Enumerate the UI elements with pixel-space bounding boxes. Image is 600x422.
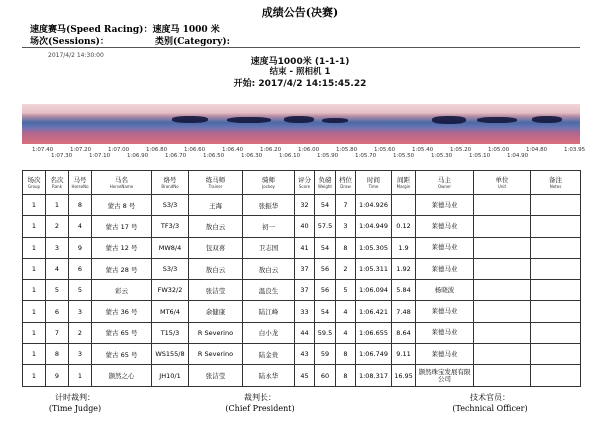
column-header-en: Draw: [340, 184, 351, 189]
table-cell: 蒙古 8 号: [92, 195, 152, 216]
race-subtitle: 结束 - 照相机 1: [269, 67, 331, 77]
table-cell: 57.5: [315, 216, 336, 237]
table-cell: 1: [23, 258, 46, 279]
table-cell: 60: [315, 365, 336, 386]
column-header-en: BrandNo: [161, 184, 179, 189]
table-cell: R Severino: [189, 344, 243, 365]
table-cell: 1: [69, 365, 92, 386]
signature-label-en: (Technical Officer): [452, 404, 528, 413]
column-header: [46, 171, 69, 195]
table-cell: [531, 280, 581, 301]
timeline-label: 1:05.90: [317, 153, 339, 159]
timeline-label: 1:07.00: [108, 147, 130, 153]
table-cell: 莱德马业: [416, 195, 474, 216]
table-cell: 54: [315, 237, 336, 258]
timeline-label: 1:07.40: [32, 147, 54, 153]
table-cell: JH10/1: [152, 365, 189, 386]
column-header-en: Trainer: [208, 184, 223, 189]
table-cell: 包双喜: [189, 237, 243, 258]
table-cell: 颢然珠宝发展有限公司: [416, 365, 474, 386]
table-cell: MW8/4: [152, 237, 189, 258]
timeline-label: 1:04.80: [526, 147, 548, 153]
table-cell: 33: [295, 301, 315, 322]
table-cell: [474, 322, 531, 343]
table-cell: 1: [23, 365, 46, 386]
timeline-label: 1:06.60: [184, 147, 206, 153]
column-header-en: HorseName: [109, 184, 134, 189]
column-header-cn: 马主: [438, 176, 451, 184]
table-cell: [531, 195, 581, 216]
table-cell: 32: [295, 195, 315, 216]
timeline-label: 1:03.95: [564, 147, 586, 153]
column-header-cn: 马名: [115, 176, 128, 184]
table-cell: S3/3: [152, 195, 189, 216]
column-header: [69, 171, 92, 195]
table-cell: 4: [69, 216, 92, 237]
table-cell: 3: [336, 216, 356, 237]
table-cell: [531, 216, 581, 237]
table-cell: 7.48: [392, 301, 416, 322]
table-cell: 6: [46, 301, 69, 322]
signature-label: 技术官员：: [470, 393, 510, 402]
table-cell: [474, 258, 531, 279]
column-header-cn: 单位: [495, 176, 509, 184]
table-cell: 8: [336, 365, 356, 386]
table-cell: 1.9: [392, 237, 416, 258]
table-cell: [474, 216, 531, 237]
column-header: [295, 171, 315, 195]
column-header-cn: 间距: [397, 176, 410, 184]
column-header-en: Margin: [396, 184, 411, 189]
table-cell: 4: [336, 322, 356, 343]
table-cell: 3: [46, 237, 69, 258]
table-cell: 8: [69, 195, 92, 216]
table-cell: 16.95: [392, 365, 416, 386]
timeline-label: 1:06.30: [241, 153, 263, 159]
table-cell: 张振华: [243, 195, 295, 216]
timeline-label: 1:05.20: [450, 147, 472, 153]
timeline-label: 1:06.20: [260, 147, 282, 153]
table-cell: 杨晓波: [416, 280, 474, 301]
column-header: [416, 171, 474, 195]
table-cell: 56: [315, 280, 336, 301]
column-header-en: Score: [298, 184, 311, 189]
table-cell: 蒙古 17 号: [92, 216, 152, 237]
table-cell: 9: [46, 365, 69, 386]
table-cell: [531, 365, 581, 386]
table-cell: 6: [69, 258, 92, 279]
timeline-label: 1:05.60: [374, 147, 396, 153]
table-cell: 2: [69, 322, 92, 343]
table-cell: 1: [23, 344, 46, 365]
table-cell: S3/3: [152, 258, 189, 279]
table-cell: WS155/8: [152, 344, 189, 365]
column-header-en: Weight: [318, 184, 332, 189]
table-cell: 张洁莹: [189, 365, 243, 386]
table-cell: 1:06.094: [356, 280, 392, 301]
page-title: 成绩公告(决赛): [261, 6, 339, 19]
table-cell: 59: [315, 344, 336, 365]
table-cell: 莱德马业: [416, 258, 474, 279]
timeline-label: 1:07.10: [89, 153, 111, 159]
table-cell: 陆永华: [243, 365, 295, 386]
timeline-label: 1:05.40: [412, 147, 434, 153]
timeline-label: 1:06.40: [222, 147, 244, 153]
table-cell: 1: [23, 195, 46, 216]
table-cell: [531, 258, 581, 279]
column-header: [243, 171, 295, 195]
table-cell: 37: [295, 258, 315, 279]
table-cell: 0.12: [392, 216, 416, 237]
timeline-label: 1:06.70: [165, 153, 187, 159]
column-header-en: Rank: [52, 184, 62, 189]
signature-label-en: (Chief President): [225, 404, 295, 413]
table-row: [23, 258, 581, 279]
column-header-cn: 练马师: [205, 176, 226, 184]
table-cell: 蒙古 28 号: [92, 258, 152, 279]
table-cell: 陆江峰: [243, 301, 295, 322]
table-cell: 3: [69, 344, 92, 365]
table-cell: 8: [336, 344, 356, 365]
table-cell: 2: [46, 216, 69, 237]
photo-finish-image: [22, 104, 580, 144]
table-cell: 5: [69, 280, 92, 301]
signature-label-en: (Time Judge): [48, 404, 102, 413]
table-cell: 59.5: [315, 322, 336, 343]
header-rule: [22, 47, 580, 48]
event-line: 速度赛马(Speed Racing)：速度马 1000 米: [30, 25, 220, 35]
table-row: [23, 195, 581, 216]
column-header: [356, 171, 392, 195]
table-cell: 初一: [243, 216, 295, 237]
table-cell: 蒙古 36 号: [92, 301, 152, 322]
table-cell: 1: [23, 301, 46, 322]
timeline-label: 1:05.50: [393, 153, 415, 159]
race-start: 开始: 2017/4/2 14:15:45.22: [233, 79, 367, 89]
table-header-row: [23, 171, 581, 195]
table-cell: 1: [23, 322, 46, 343]
table-cell: [392, 195, 416, 216]
column-header-en: Unit: [497, 184, 507, 189]
table-cell: 蒙古 65 号: [92, 322, 152, 343]
column-header: [23, 171, 46, 195]
table-cell: 56: [315, 258, 336, 279]
column-header-en: Group: [27, 184, 41, 189]
table-row: [23, 280, 581, 301]
table-cell: 44: [295, 322, 315, 343]
column-header: [336, 171, 356, 195]
table-cell: T15/3: [152, 322, 189, 343]
table-cell: 蒙古 12 号: [92, 237, 152, 258]
table-cell: [474, 365, 531, 386]
table-cell: 41: [295, 237, 315, 258]
timeline-label: 1:05.00: [488, 147, 510, 153]
table-cell: 张洁莹: [189, 280, 243, 301]
table-cell: TF3/3: [152, 216, 189, 237]
table-cell: 9.11: [392, 344, 416, 365]
table-cell: 敖白云: [189, 258, 243, 279]
table-cell: 白小龙: [243, 322, 295, 343]
table-row: [23, 216, 581, 237]
column-header-en: HorseNo: [71, 184, 89, 189]
table-cell: R Severino: [189, 322, 243, 343]
table-cell: 彩云: [92, 280, 152, 301]
results-table: [22, 170, 581, 387]
timeline-label: 1:06.10: [279, 153, 301, 159]
table-row: [23, 301, 581, 322]
sessions-label: 场次(Sessions)：: [30, 37, 109, 47]
timeline-label: 1:06.00: [298, 147, 320, 153]
table-cell: 8.64: [392, 322, 416, 343]
table-cell: 4: [336, 301, 356, 322]
table-cell: 3: [69, 301, 92, 322]
table-cell: [474, 280, 531, 301]
table-cell: FW32/2: [152, 280, 189, 301]
table-cell: 1:05.305: [356, 237, 392, 258]
table-cell: [474, 344, 531, 365]
column-header-cn: 时间: [367, 176, 380, 184]
table-cell: 1: [23, 280, 46, 301]
timeline-label: 1:07.30: [51, 153, 73, 159]
column-header-cn: 骑师: [262, 176, 275, 184]
timeline-label: 1:06.80: [146, 147, 168, 153]
column-header: [315, 171, 336, 195]
table-cell: 1:06.749: [356, 344, 392, 365]
table-cell: 54: [315, 301, 336, 322]
table-cell: 5.84: [392, 280, 416, 301]
table-cell: 王海: [189, 195, 243, 216]
timeline-label: 1:06.50: [203, 153, 225, 159]
table-cell: 莱德马业: [416, 237, 474, 258]
table-cell: 7: [336, 195, 356, 216]
table-cell: [531, 301, 581, 322]
table-cell: 1:04.949: [356, 216, 392, 237]
table-cell: 1: [23, 237, 46, 258]
signature-time-judge: [20, 392, 130, 414]
table-cell: 1: [46, 195, 69, 216]
table-cell: MT6/4: [152, 301, 189, 322]
column-header: [392, 171, 416, 195]
table-cell: 敖白云: [243, 258, 295, 279]
race-name: 速度马1000米 (1-1-1): [250, 57, 350, 67]
column-header-cn: 负磅: [318, 176, 332, 184]
table-cell: 9: [69, 237, 92, 258]
signature-label: 计时裁判：: [55, 393, 95, 402]
table-cell: 敖白云: [189, 216, 243, 237]
table-cell: 1:05.311: [356, 258, 392, 279]
signature-chief-president: [205, 392, 315, 414]
timeline-label: 1:07.20: [70, 147, 92, 153]
timeline-label: 1:05.80: [336, 147, 358, 153]
timeline-label: 1:06.90: [127, 153, 149, 159]
table-cell: 4: [46, 258, 69, 279]
category-label: 类别(Category):: [155, 37, 230, 47]
signature-label: 裁判长：: [244, 393, 276, 402]
column-header: [189, 171, 243, 195]
column-header-cn: 评分: [298, 176, 311, 184]
table-cell: 陆金贵: [243, 344, 295, 365]
column-header-en: Owner: [437, 184, 452, 189]
timeline-label: 1:05.70: [355, 153, 377, 159]
column-header: [531, 171, 581, 195]
column-header: [474, 171, 531, 195]
table-cell: 45: [295, 365, 315, 386]
table-cell: 54: [315, 195, 336, 216]
column-header-cn: 场次: [27, 176, 41, 184]
timestamp: 2017/4/2 14:30:00: [48, 52, 104, 59]
table-cell: 莱德马业: [416, 322, 474, 343]
table-cell: 2: [336, 258, 356, 279]
table-row: [23, 344, 581, 365]
table-cell: 温良生: [243, 280, 295, 301]
table-cell: 7: [46, 322, 69, 343]
table-cell: [531, 237, 581, 258]
table-row: [23, 365, 581, 386]
column-header: [152, 171, 189, 195]
timeline-bottom: [22, 153, 580, 169]
column-header: [92, 171, 152, 195]
table-cell: 1:08.317: [356, 365, 392, 386]
column-header-en: Time: [368, 184, 379, 189]
table-row: [23, 322, 581, 343]
column-header-cn: 备注: [549, 176, 562, 184]
table-cell: 5: [336, 280, 356, 301]
timeline-label: 1:05.10: [469, 153, 491, 159]
table-cell: 蒙古 65 号: [92, 344, 152, 365]
column-header-en: Notes: [549, 184, 562, 189]
column-header-cn: 马号: [73, 176, 87, 184]
table-cell: [474, 195, 531, 216]
timeline-label: 1:04.90: [507, 153, 529, 159]
table-cell: [531, 322, 581, 343]
signature-technical-officer: [430, 392, 550, 414]
table-cell: 8: [336, 237, 356, 258]
table-cell: 1: [23, 216, 46, 237]
table-cell: [474, 237, 531, 258]
table-cell: 1.92: [392, 258, 416, 279]
table-cell: 1:06.655: [356, 322, 392, 343]
table-cell: [531, 344, 581, 365]
table-cell: 莱德马业: [416, 216, 474, 237]
table-cell: 1:04.926: [356, 195, 392, 216]
table-cell: 莱德马业: [416, 301, 474, 322]
table-cell: 余健康: [189, 301, 243, 322]
table-cell: [474, 301, 531, 322]
table-cell: 莱德马业: [416, 344, 474, 365]
table-cell: 1:06.421: [356, 301, 392, 322]
table-cell: 43: [295, 344, 315, 365]
column-header-cn: 名次: [50, 176, 64, 184]
column-header-cn: 档位: [339, 176, 352, 184]
table-cell: 40: [295, 216, 315, 237]
table-cell: 颢然之心: [92, 365, 152, 386]
table-cell: 37: [295, 280, 315, 301]
table-row: [23, 237, 581, 258]
timeline-label: 1:05.30: [431, 153, 453, 159]
table-cell: 8: [46, 344, 69, 365]
column-header-cn: 烙号: [163, 176, 177, 184]
table-cell: 5: [46, 280, 69, 301]
column-header-en: Jockey: [262, 184, 275, 189]
table-cell: 卫志国: [243, 237, 295, 258]
